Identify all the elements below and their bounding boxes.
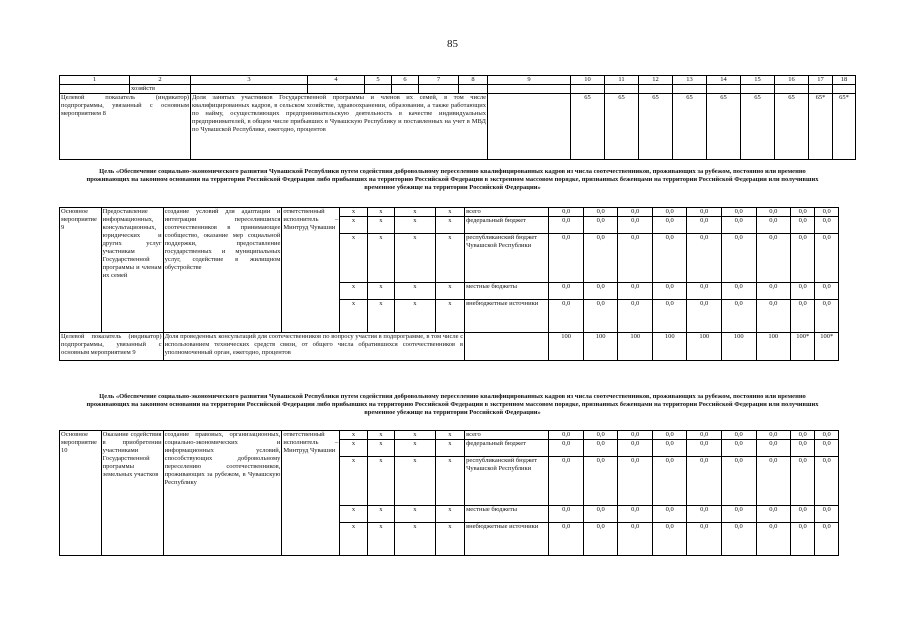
funding-source: внебюджетные источники <box>465 300 549 333</box>
funding-value: 0,0 <box>618 523 653 556</box>
funding-source: внебюджетные источники <box>465 523 549 556</box>
x-mark: x <box>435 523 464 556</box>
funding-value: 0,0 <box>687 300 722 333</box>
funding-value: 0,0 <box>687 440 722 457</box>
x-mark: x <box>395 523 436 556</box>
col-header: 4 <box>308 76 365 85</box>
indicator-text: Доля проведенных консультаций для соотечественников по вопросу участия в подпрограмме, в том числе с использованием технических средств связи, от общего числа обратившихся соотечественников в уполномоченный орган, ежегодно, процентов <box>163 333 465 361</box>
funding-value: 0,0 <box>618 283 653 300</box>
funding-value: 0,0 <box>618 208 653 217</box>
x-mark: x <box>367 283 394 300</box>
x-mark: x <box>340 457 367 506</box>
funding-source: федеральный бюджет <box>465 217 549 234</box>
funding-value: 0,0 <box>756 300 791 333</box>
event-title: Оказание содействия в приобретении участниками Государственной программы земельных участков <box>101 431 163 556</box>
funding-value: 0,0 <box>756 440 791 457</box>
funding-source: всего <box>465 431 549 440</box>
funding-value: 0,0 <box>756 457 791 506</box>
funding-value: 0,0 <box>549 234 584 283</box>
x-mark: x <box>395 208 436 217</box>
indicator-value: 100 <box>583 333 618 361</box>
funding-value: 0,0 <box>815 234 839 283</box>
funding-value: 0,0 <box>791 457 815 506</box>
indicator-value: 100 <box>687 333 722 361</box>
x-mark: x <box>367 523 394 556</box>
column-number-row <box>60 76 856 85</box>
indicator-value: 100* <box>815 333 839 361</box>
funding-value: 0,0 <box>687 431 722 440</box>
col-header: 11 <box>605 76 639 85</box>
event-name: Основное мероприятие 10 <box>60 431 102 556</box>
funding-value: 0,0 <box>583 440 618 457</box>
x-mark: x <box>435 440 464 457</box>
indicator-value: 100 <box>549 333 584 361</box>
x-mark: x <box>340 300 367 333</box>
col-header: 13 <box>673 76 707 85</box>
funding-value: 0,0 <box>549 208 584 217</box>
indicator-value: 100 <box>721 333 756 361</box>
table-block-9 <box>59 207 839 361</box>
col-header: 6 <box>392 76 419 85</box>
indicator-value: 65* <box>809 94 833 160</box>
funding-value: 0,0 <box>756 208 791 217</box>
funding-value: 0,0 <box>687 208 722 217</box>
col-header: 7 <box>419 76 459 85</box>
indicator-value: 100 <box>618 333 653 361</box>
table-block-10 <box>59 430 839 556</box>
funding-value: 0,0 <box>791 523 815 556</box>
x-mark: x <box>367 431 394 440</box>
x-mark: x <box>435 234 464 283</box>
x-mark: x <box>340 506 367 523</box>
col-header: 12 <box>639 76 673 85</box>
x-mark: x <box>435 217 464 234</box>
x-mark: x <box>435 300 464 333</box>
indicator-value: 100 <box>652 333 687 361</box>
indicator-label: Целевой показатель (индикатор) подпрограммы, увязанный с основным мероприятием 8 <box>60 94 191 160</box>
x-mark: x <box>340 217 367 234</box>
funding-value: 0,0 <box>791 506 815 523</box>
page-number: 85 <box>447 38 458 50</box>
funding-value: 0,0 <box>583 208 618 217</box>
funding-value: 0,0 <box>583 523 618 556</box>
indicator-value: 65 <box>605 94 639 160</box>
x-mark: x <box>395 283 436 300</box>
funding-value: 0,0 <box>583 457 618 506</box>
funding-value: 0,0 <box>721 457 756 506</box>
x-mark: x <box>367 217 394 234</box>
funding-value: 0,0 <box>652 506 687 523</box>
funding-value: 0,0 <box>721 440 756 457</box>
indicator-value: 100 <box>756 333 791 361</box>
x-mark: x <box>395 217 436 234</box>
funding-value: 0,0 <box>618 457 653 506</box>
funding-value: 0,0 <box>687 523 722 556</box>
x-mark: x <box>395 431 436 440</box>
funding-value: 0,0 <box>618 300 653 333</box>
x-mark: x <box>367 300 394 333</box>
funding-value: 0,0 <box>815 208 839 217</box>
col-header: 14 <box>707 76 741 85</box>
funding-value: 0,0 <box>756 283 791 300</box>
table-row <box>60 85 856 94</box>
goal-heading-2: Цель «Обеспечение социально-экономического развития Чувашской Республики путем содействия добровольному переселению квалифицированных кадров из числа соотечественников, проживающих за рубежом, постоянно или временно проживающих на законном основании на территории Российской Федерации либо прибывших на территорию Российской Федерации в экстренном массовом порядке, признанных беженцами на территории Российской Федерации или получивших временное убежище на территории Российской Федерации» <box>86 393 819 416</box>
funding-value: 0,0 <box>549 440 584 457</box>
x-mark: x <box>340 523 367 556</box>
indicator-value: 100* <box>791 333 815 361</box>
funding-value: 0,0 <box>687 217 722 234</box>
funding-value: 0,0 <box>652 440 687 457</box>
funding-value: 0,0 <box>583 217 618 234</box>
funding-value: 0,0 <box>549 283 584 300</box>
funding-value: 0,0 <box>652 283 687 300</box>
x-mark: x <box>340 440 367 457</box>
x-mark: x <box>435 457 464 506</box>
funding-value: 0,0 <box>721 208 756 217</box>
x-mark: x <box>395 300 436 333</box>
indicator-value: 65 <box>571 94 605 160</box>
funding-value: 0,0 <box>815 523 839 556</box>
funding-value: 0,0 <box>815 300 839 333</box>
funding-value: 0,0 <box>721 431 756 440</box>
x-mark: x <box>395 506 436 523</box>
funding-value: 0,0 <box>618 440 653 457</box>
funding-value: 0,0 <box>618 506 653 523</box>
funding-value: 0,0 <box>721 300 756 333</box>
funding-value: 0,0 <box>791 208 815 217</box>
funding-value: 0,0 <box>791 234 815 283</box>
funding-value: 0,0 <box>652 300 687 333</box>
col-header: 10 <box>571 76 605 85</box>
funding-value: 0,0 <box>815 217 839 234</box>
funding-value: 0,0 <box>652 208 687 217</box>
funding-source: всего <box>465 208 549 217</box>
x-mark: x <box>367 506 394 523</box>
x-mark: x <box>395 440 436 457</box>
funding-value: 0,0 <box>721 217 756 234</box>
funding-value: 0,0 <box>687 234 722 283</box>
funding-source: республиканский бюджет Чувашской Республики <box>465 457 549 506</box>
funding-source: республиканский бюджет Чувашской Республики <box>465 234 549 283</box>
carryover-text: хозяйств <box>130 85 191 94</box>
x-mark: x <box>435 431 464 440</box>
x-mark: x <box>367 440 394 457</box>
indicator-label: Целевой показатель (индикатор) подпрограммы, увязанный с основным мероприятием 9 <box>60 333 164 361</box>
funding-value: 0,0 <box>815 440 839 457</box>
funding-source: местные бюджеты <box>465 506 549 523</box>
funding-value: 0,0 <box>583 300 618 333</box>
x-mark: x <box>367 234 394 283</box>
goal-heading-1: Цель «Обеспечение социально-экономического развития Чувашской Республики путем содействия добровольному переселению квалифицированных кадров из числа соотечественников, проживающих за рубежом, постоянно или временно проживающих на законном основании на территории Российской Федерации либо прибывших на территорию Российской Федерации в экстренном массовом порядке, признанных беженцами на территории Российской Федерации или получивших временное убежище на территории Российской Федерации» <box>86 168 819 191</box>
x-mark: x <box>340 431 367 440</box>
funding-value: 0,0 <box>756 217 791 234</box>
funding-value: 0,0 <box>791 283 815 300</box>
funding-value: 0,0 <box>687 283 722 300</box>
funding-value: 0,0 <box>687 457 722 506</box>
funding-value: 0,0 <box>549 431 584 440</box>
funding-value: 0,0 <box>721 234 756 283</box>
event-title: Предоставление информационных, консультационных, юридических и других услуг участникам Государственной программы и членам их семей <box>101 208 163 333</box>
funding-value: 0,0 <box>791 300 815 333</box>
x-mark: x <box>435 208 464 217</box>
event-name: Основное мероприятие 9 <box>60 208 102 333</box>
funding-value: 0,0 <box>721 283 756 300</box>
funding-value: 0,0 <box>618 217 653 234</box>
x-mark: x <box>435 506 464 523</box>
funding-value: 0,0 <box>549 217 584 234</box>
indicator-value: 65 <box>707 94 741 160</box>
col-header: 5 <box>365 76 392 85</box>
col-header: 2 <box>130 76 191 85</box>
indicator-text: Доля занятых участников Государственной программы и членов их семей, в том числе квалифицированных кадров, в сельском хозяйстве, здравоохранении, образовании, а также работающих по найму, осуществляющих предпринимательскую деятельность в качестве индивидуальных предпринимателей, в общем числе прибывших в Чувашскую Республику и поставленных на учет в МВД по Чувашской Республике, ежегодно, процентов <box>191 94 488 160</box>
funding-value: 0,0 <box>791 431 815 440</box>
funding-value: 0,0 <box>791 217 815 234</box>
funding-value: 0,0 <box>815 431 839 440</box>
funding-row <box>60 208 839 217</box>
funding-value: 0,0 <box>652 431 687 440</box>
funding-value: 0,0 <box>815 283 839 300</box>
funding-value: 0,0 <box>815 506 839 523</box>
event-goal: создание условий для адаптации и интеграции переселившихся соотечественников в принимающее сообщество, оказание мер социальной поддержки, предоставление государственных и муниципальных услуг, содействие в жилищном обустройстве <box>163 208 282 333</box>
col-header: 16 <box>775 76 809 85</box>
col-header: 9 <box>488 76 571 85</box>
event-executor: ответственный исполнитель – Минтруд Чувашии <box>282 208 340 333</box>
funding-value: 0,0 <box>815 457 839 506</box>
col-header: 3 <box>191 76 308 85</box>
col-header: 8 <box>459 76 488 85</box>
x-mark: x <box>367 208 394 217</box>
funding-value: 0,0 <box>756 506 791 523</box>
funding-value: 0,0 <box>549 523 584 556</box>
x-mark: x <box>340 208 367 217</box>
funding-value: 0,0 <box>756 431 791 440</box>
funding-value: 0,0 <box>549 457 584 506</box>
funding-value: 0,0 <box>721 506 756 523</box>
x-mark: x <box>435 283 464 300</box>
funding-value: 0,0 <box>791 440 815 457</box>
col-header: 18 <box>833 76 856 85</box>
x-mark: x <box>340 283 367 300</box>
funding-value: 0,0 <box>687 506 722 523</box>
indicator-value: 65 <box>673 94 707 160</box>
funding-source: местные бюджеты <box>465 283 549 300</box>
funding-value: 0,0 <box>652 523 687 556</box>
funding-value: 0,0 <box>583 283 618 300</box>
x-mark: x <box>367 457 394 506</box>
x-mark: x <box>340 234 367 283</box>
funding-value: 0,0 <box>549 300 584 333</box>
funding-value: 0,0 <box>652 217 687 234</box>
funding-value: 0,0 <box>618 234 653 283</box>
funding-value: 0,0 <box>583 431 618 440</box>
funding-value: 0,0 <box>583 234 618 283</box>
col-header: 1 <box>60 76 130 85</box>
indicator-value: 65 <box>775 94 809 160</box>
funding-value: 0,0 <box>756 234 791 283</box>
funding-value: 0,0 <box>618 431 653 440</box>
col-header: 15 <box>741 76 775 85</box>
funding-value: 0,0 <box>721 523 756 556</box>
indicator-row-8 <box>60 94 856 160</box>
indicator-value: 65 <box>741 94 775 160</box>
funding-value: 0,0 <box>756 523 791 556</box>
funding-row <box>60 431 839 440</box>
col-header: 17 <box>809 76 833 85</box>
funding-value: 0,0 <box>583 506 618 523</box>
indicator-value: 65* <box>833 94 856 160</box>
event-executor: ответственный исполнитель – Минтруд Чувашии <box>282 431 340 556</box>
funding-value: 0,0 <box>652 234 687 283</box>
x-mark: x <box>395 457 436 506</box>
event-goal: создание правовых, организационных, социально-экономических и информационных условий, способствующих добровольному переселению соотечественников, проживающих за рубежом, в Чувашскую Республику <box>163 431 282 556</box>
funding-value: 0,0 <box>652 457 687 506</box>
table-top <box>59 75 856 160</box>
indicator-row-9 <box>60 333 839 361</box>
funding-value: 0,0 <box>549 506 584 523</box>
x-mark: x <box>395 234 436 283</box>
funding-source: федеральный бюджет <box>465 440 549 457</box>
indicator-value: 65 <box>639 94 673 160</box>
